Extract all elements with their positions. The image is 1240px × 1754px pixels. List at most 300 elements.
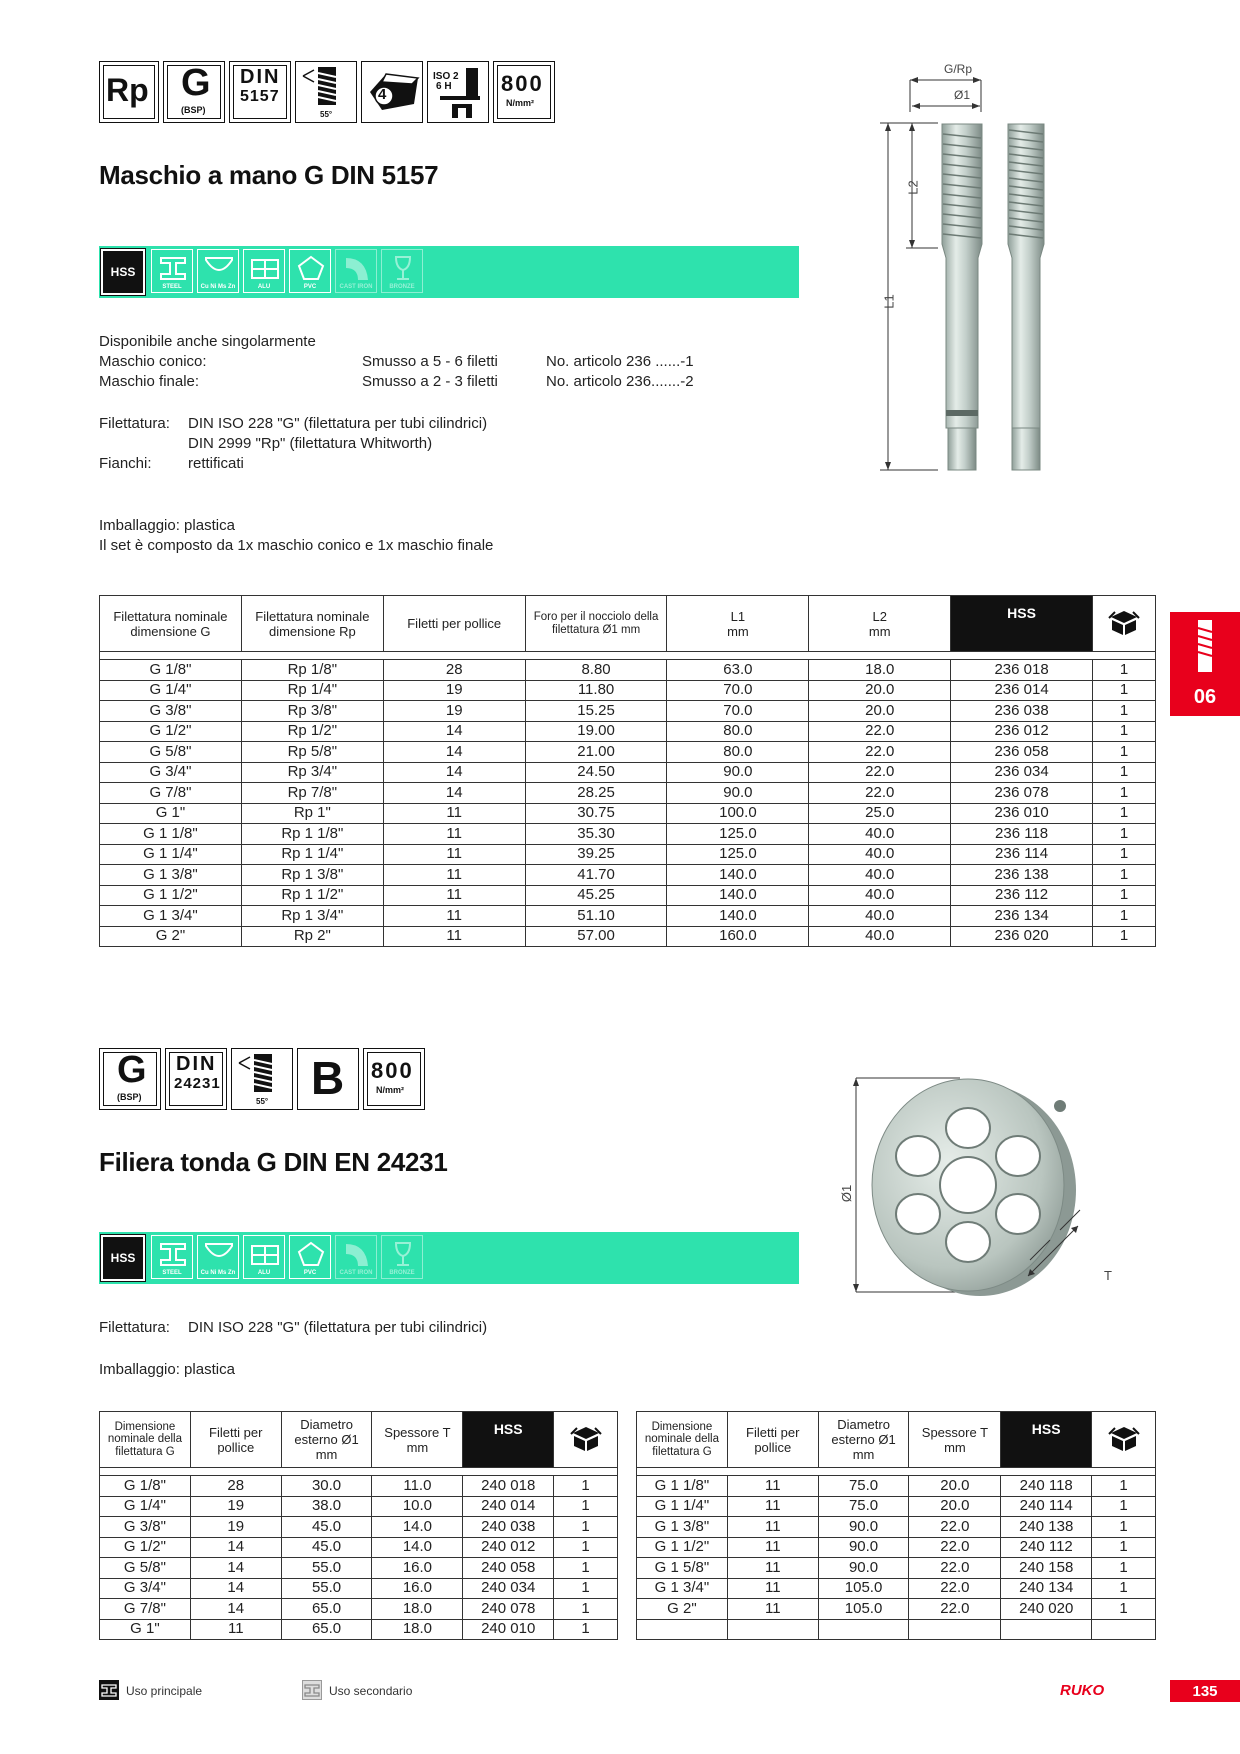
table-cell: 240 118 [1001,1476,1092,1497]
table-row [100,824,1156,845]
table-row [637,1476,1156,1497]
col-header-thickness: Spessore T mm [909,1412,1001,1468]
table-cell: 1 [1092,701,1155,722]
table-cell: G 5/8" [100,742,242,763]
table-cell: 236 020 [951,926,1093,947]
table-cell: G 3/4" [100,1578,191,1599]
table-cell: G 2" [100,926,242,947]
page-number-box [1170,1680,1240,1702]
table-cell: 80.0 [667,742,809,763]
table-cell: 105.0 [818,1578,909,1599]
table-cell [1092,1619,1156,1640]
table-row [100,844,1156,865]
table-cell: 24.50 [525,762,667,783]
table-row [100,926,1156,947]
table-row [100,721,1156,742]
table-cell: 236 034 [951,762,1093,783]
table-row [100,1619,618,1640]
thread-label: Filettatura: [99,415,170,432]
primary-use-icon [99,1680,119,1700]
table-cell: Rp 3/8" [241,701,383,722]
table-cell: 1 [1092,742,1155,763]
col-header-size: Dimensione nominale della filettatura G [637,1412,728,1468]
diagram-label-d1: Ø1 [954,88,971,102]
table-cell: 19 [383,680,525,701]
package-icon [1107,608,1141,636]
die-label-t: T [1104,1268,1112,1283]
table-cell: 14 [383,783,525,804]
table-cell: 22.0 [809,742,951,763]
col-header-g: Filettatura nominale dimensione G [100,596,242,652]
page-title-die: Filiera tonda G DIN EN 24231 [99,1147,448,1177]
table-cell [727,1619,818,1640]
tap-set-count-icon: 4 [361,61,423,123]
table-cell: 1 [1092,906,1155,927]
table-row [100,1496,618,1517]
din-standard-icon-die: DIN 24231 [165,1048,227,1110]
table-cell: 1 [1092,1517,1156,1538]
table-row [637,1599,1156,1620]
table-cell: 55.0 [281,1578,372,1599]
table-cell: 65.0 [281,1599,372,1620]
col-header-l1: L1 mm [667,596,809,652]
table-cell: 11 [727,1558,818,1579]
table-cell: 55.0 [281,1558,372,1579]
table-cell: Rp 1/8" [241,660,383,681]
table-cell: 22.0 [909,1537,1001,1558]
table-cell: 240 038 [463,1517,554,1538]
die-packaging-text: Imballaggio: plastica [99,1361,235,1378]
table-cell: 40.0 [809,844,951,865]
material-cast-iron-icon: CAST IRON [335,1235,377,1279]
table-cell: 40.0 [809,906,951,927]
table-row [100,1517,618,1538]
table-cell [909,1619,1001,1640]
table-cell: 14 [383,742,525,763]
table-cell: 236 012 [951,721,1093,742]
table-cell: 105.0 [818,1599,909,1620]
table-cell: 8.80 [525,660,667,681]
table-cell: 11 [383,803,525,824]
die-label-d1: Ø1 [839,1184,855,1203]
table-cell: 22.0 [809,783,951,804]
page-number: 135 [1192,1683,1218,1700]
table-cell [1001,1619,1092,1640]
table-cell: 1 [554,1476,618,1497]
table-cell: 90.0 [818,1517,909,1538]
table-cell: 90.0 [667,762,809,783]
table-cell: 38.0 [281,1496,372,1517]
table-cell: 14 [190,1578,281,1599]
conical-tap-label: Maschio conico: [99,353,207,370]
table-cell: 236 038 [951,701,1093,722]
table-cell: G 1/2" [100,1537,191,1558]
col-header-diameter: Diametro esterno Ø1 mm [281,1412,372,1468]
table-cell [637,1619,728,1640]
col-header-pack [1092,596,1155,652]
table-cell: Rp 1 3/8" [241,865,383,886]
page-title-tap: Maschio a mano G DIN 5157 [99,160,439,190]
table-cell: G 1 1/8" [100,824,242,845]
table-cell: 240 138 [1001,1517,1092,1538]
die-thread-line: DIN ISO 228 "G" (filettatura per tubi cilindrici) [188,1319,488,1336]
material-band-tap [99,246,799,298]
table-row [100,906,1156,927]
table-cell: 11 [383,906,525,927]
table-cell: 19 [190,1496,281,1517]
table-cell: 19.00 [525,721,667,742]
table-cell: Rp 7/8" [241,783,383,804]
table-cell: 22.0 [909,1517,1001,1538]
die-thread-label: Filettatura: [99,1319,170,1336]
table-row [100,701,1156,722]
table-cell: 22.0 [909,1599,1001,1620]
conical-tap-chamfer: Smusso a 5 - 6 filetti [362,353,498,370]
table-cell: 19 [383,701,525,722]
final-tap-label: Maschio finale: [99,373,200,390]
col-header-tpi: Filetti per pollice [727,1412,818,1468]
table-cell: 90.0 [667,783,809,804]
table-cell: 1 [1092,680,1155,701]
table-cell: 1 [1092,1599,1156,1620]
table-cell: Rp 1 1/2" [241,885,383,906]
hss-badge: HSS [101,249,145,295]
tensile-strength-icon: 800 N/mm² [493,61,555,123]
material-pvc-icon: PVC [289,249,331,293]
table-cell: 11 [727,1476,818,1497]
material-cast-iron-icon: CAST IRON [335,249,377,293]
table-cell: 40.0 [809,824,951,845]
table-cell: G 1 1/4" [100,844,242,865]
table-cell: 1 [1092,865,1155,886]
table-cell: G 1 3/4" [100,906,242,927]
table-cell: 15.25 [525,701,667,722]
table-cell: 30.75 [525,803,667,824]
brand-logo: RUKO [1060,1682,1105,1699]
table-row [100,783,1156,804]
table-cell: Rp 1/2" [241,721,383,742]
col-header-l2: L2 mm [809,596,951,652]
table-cell: 22.0 [909,1558,1001,1579]
table-cell: 16.0 [372,1578,463,1599]
thread-line-2: DIN 2999 "Rp" (filettatura Whitworth) [188,435,433,452]
table-cell: G 1/2" [100,721,242,742]
table-cell: 70.0 [667,701,809,722]
thread-line-1: DIN ISO 228 "G" (filettatura per tubi cilindrici) [188,415,488,432]
table-cell: 22.0 [809,721,951,742]
table-cell: 11 [383,824,525,845]
table-cell: G 1 1/8" [637,1476,728,1497]
table-row [100,1476,618,1497]
table-cell: 18.0 [372,1599,463,1620]
secondary-use-icon [302,1680,322,1700]
table-cell: 1 [1092,1558,1156,1579]
table-cell: G 1/4" [100,680,242,701]
table-row [637,1619,1156,1640]
table-cell: 19 [190,1517,281,1538]
table-cell: 40.0 [809,865,951,886]
diagram-label-l2: L2 [905,180,921,195]
table-row [637,1578,1156,1599]
table-cell: 11 [727,1578,818,1599]
table-cell: 28 [383,660,525,681]
secondary-use-label: Uso secondario [329,1684,413,1698]
table-cell: 1 [554,1537,618,1558]
material-steel-icon: STEEL [151,1235,193,1279]
table-cell: 10.0 [372,1496,463,1517]
table-row [100,680,1156,701]
table-cell: 20.0 [909,1476,1001,1497]
col-header-tpi: Filetti per pollice [383,596,525,652]
table-cell: 160.0 [667,926,809,947]
table-row [637,1537,1156,1558]
table-row [100,1558,618,1579]
table-cell: 240 012 [463,1537,554,1558]
table-cell: 1 [1092,762,1155,783]
table-cell: 100.0 [667,803,809,824]
set-content-text: Il set è composto da 1x maschio conico e 1x maschio finale [99,537,494,554]
table-cell: G 1/8" [100,660,242,681]
table-cell: Rp 1 1/4" [241,844,383,865]
diagram-label-g-rp: G/Rp [944,62,973,76]
table-cell: 39.25 [525,844,667,865]
table-cell: 236 134 [951,906,1093,927]
table-cell: 14 [190,1558,281,1579]
table-row [100,1537,618,1558]
tap-diagram [848,58,1048,478]
tap-spec-icons [99,61,559,125]
thread-angle-icon: 55° [295,61,357,123]
table-cell: 35.30 [525,824,667,845]
rp-thread-icon: Rp [99,61,159,123]
table-cell: 21.00 [525,742,667,763]
table-cell: 90.0 [818,1558,909,1579]
col-header-diameter: Diametro esterno Ø1 mm [818,1412,909,1468]
table-row [637,1517,1156,1538]
table-cell: 11 [727,1496,818,1517]
material-bronze-icon: BRONZE [381,1235,423,1279]
table-cell: 14 [190,1537,281,1558]
table-cell: 11 [383,885,525,906]
table-cell: G 7/8" [100,1599,191,1620]
table-cell: 14.0 [372,1537,463,1558]
table-cell: 240 158 [1001,1558,1092,1579]
table-cell: 236 114 [951,844,1093,865]
table-row [100,742,1156,763]
material-steel-icon: STEEL [151,249,193,293]
table-cell: 240 114 [1001,1496,1092,1517]
table-row [100,803,1156,824]
table-cell: 11 [727,1599,818,1620]
flanks-label: Fianchi: [99,455,152,472]
table-cell: 125.0 [667,824,809,845]
table-cell: Rp 1 1/8" [241,824,383,845]
table-cell: G 1 5/8" [637,1558,728,1579]
hss-badge-die: HSS [101,1235,145,1281]
table-cell: G 1/4" [100,1496,191,1517]
material-alu-icon: ALU [243,249,285,293]
table-cell: 240 010 [463,1619,554,1640]
table-cell: 22.0 [909,1578,1001,1599]
packaging-text: Imballaggio: plastica [99,517,235,534]
table-cell: 240 058 [463,1558,554,1579]
iso-tolerance-icon: ISO 2 6 H [427,61,489,123]
primary-use-label: Uso principale [126,1684,203,1698]
table-cell: G 1 1/4" [637,1496,728,1517]
table-cell: 236 058 [951,742,1093,763]
table-cell: 11 [383,865,525,886]
table-cell: G 1 3/8" [637,1517,728,1538]
table-cell: Rp 1/4" [241,680,383,701]
col-header-pack [1092,1412,1156,1468]
g-bsp-icon-die: G (BSP) [99,1048,161,1110]
table-cell: 1 [1092,1578,1156,1599]
table-cell: 45.25 [525,885,667,906]
table-cell: 236 078 [951,783,1093,804]
table-cell: 51.10 [525,906,667,927]
table-cell: 45.0 [281,1537,372,1558]
table-cell: 28 [190,1476,281,1497]
table-cell: 11 [727,1537,818,1558]
table-cell: 75.0 [818,1496,909,1517]
table-cell: 18.0 [809,660,951,681]
table-cell: 1 [1092,783,1155,804]
table-cell: G 2" [637,1599,728,1620]
table-cell: 140.0 [667,906,809,927]
table-cell: 236 018 [951,660,1093,681]
table-cell: 240 014 [463,1496,554,1517]
table-cell: 90.0 [818,1537,909,1558]
table-cell: 40.0 [809,885,951,906]
table-cell: 240 018 [463,1476,554,1497]
table-cell: 1 [1092,1476,1156,1497]
final-tap-article: No. articolo 236.......-2 [546,373,694,390]
package-icon [569,1424,603,1452]
tap-table [99,595,1156,947]
package-icon [1107,1424,1141,1452]
table-cell: 240 034 [463,1578,554,1599]
table-cell: 22.0 [809,762,951,783]
col-header-hss: HSS [951,596,1093,652]
material-copper-icon: Cu Ni Ms Zn [197,249,239,293]
thread-angle-icon-die: 55° [231,1048,293,1110]
col-header-size: Dimensione nominale della filettatura G [100,1412,191,1468]
table-cell: 1 [554,1496,618,1517]
table-cell: 70.0 [667,680,809,701]
table-cell: 80.0 [667,721,809,742]
table-cell: 20.0 [809,680,951,701]
table-cell: 30.0 [281,1476,372,1497]
table-row [100,885,1156,906]
table-cell: 1 [1092,1496,1156,1517]
table-cell: 236 118 [951,824,1093,845]
table-cell: 11 [383,844,525,865]
table-cell: 28.25 [525,783,667,804]
table-cell: 20.0 [909,1496,1001,1517]
table-cell: 11 [190,1619,281,1640]
col-header-thickness: Spessore T mm [372,1412,463,1468]
table-cell: 125.0 [667,844,809,865]
table-cell: G 1" [100,1619,191,1640]
table-cell: 1 [554,1517,618,1538]
table-cell [818,1619,909,1640]
tensile-strength-icon-die: 800 N/mm² [363,1048,425,1110]
table-cell: 236 010 [951,803,1093,824]
table-cell: 1 [1092,824,1155,845]
table-cell: 14 [383,721,525,742]
table-cell: 11 [727,1517,818,1538]
table-cell: Rp 5/8" [241,742,383,763]
table-cell: 1 [1092,885,1155,906]
table-cell: 240 112 [1001,1537,1092,1558]
material-pvc-icon: PVC [289,1235,331,1279]
table-row [100,1578,618,1599]
table-cell: G 1 3/8" [100,865,242,886]
col-header-pack [554,1412,618,1468]
table-cell: G 3/8" [100,701,242,722]
table-cell: 236 138 [951,865,1093,886]
material-alu-icon: ALU [243,1235,285,1279]
table-cell: 20.0 [809,701,951,722]
table-cell: 140.0 [667,865,809,886]
die-diagram [840,1060,1140,1310]
table-cell: Rp 3/4" [241,762,383,783]
table-cell: 25.0 [809,803,951,824]
diagram-label-l1: L1 [881,294,897,309]
table-cell: 1 [554,1619,618,1640]
table-cell: G 7/8" [100,783,242,804]
table-cell: 240 078 [463,1599,554,1620]
table-cell: 65.0 [281,1619,372,1640]
table-cell: G 1 1/2" [100,885,242,906]
die-table-left [99,1411,618,1640]
table-row [637,1558,1156,1579]
table-row [100,1599,618,1620]
chapter-tab [1170,612,1240,716]
table-cell: G 3/4" [100,762,242,783]
table-cell: 240 134 [1001,1578,1092,1599]
material-band-die [99,1232,799,1284]
col-header-hss: HSS [463,1412,554,1468]
table-cell: G 1/8" [100,1476,191,1497]
table-cell: 1 [1092,926,1155,947]
table-cell: 236 112 [951,885,1093,906]
material-copper-icon: Cu Ni Ms Zn [197,1235,239,1279]
table-cell: 1 [554,1558,618,1579]
din-standard-icon: DIN 5157 [229,61,291,123]
table-cell: 1 [1092,844,1155,865]
table-cell: 236 014 [951,680,1093,701]
flanks-value: rettificati [188,455,244,472]
conical-tap-article: No. articolo 236 ......-1 [546,353,694,370]
availability-heading: Disponibile anche singolarmente [99,333,316,350]
table-cell: 18.0 [372,1619,463,1640]
col-header-tpi: Filetti per pollice [190,1412,281,1468]
final-tap-chamfer: Smusso a 2 - 3 filetti [362,373,498,390]
table-cell: 11.0 [372,1476,463,1497]
table-cell: 1 [1092,660,1155,681]
table-cell: 63.0 [667,660,809,681]
table-cell: 1 [554,1599,618,1620]
col-header-core-hole: Foro per il nocciolo della filettatura Ø1 mm [525,596,667,652]
col-header-hss: HSS [1001,1412,1092,1468]
table-cell: 41.70 [525,865,667,886]
table-cell: 1 [554,1578,618,1599]
table-cell: 45.0 [281,1517,372,1538]
table-row [637,1496,1156,1517]
table-row [100,762,1156,783]
table-cell: G 1 3/4" [637,1578,728,1599]
